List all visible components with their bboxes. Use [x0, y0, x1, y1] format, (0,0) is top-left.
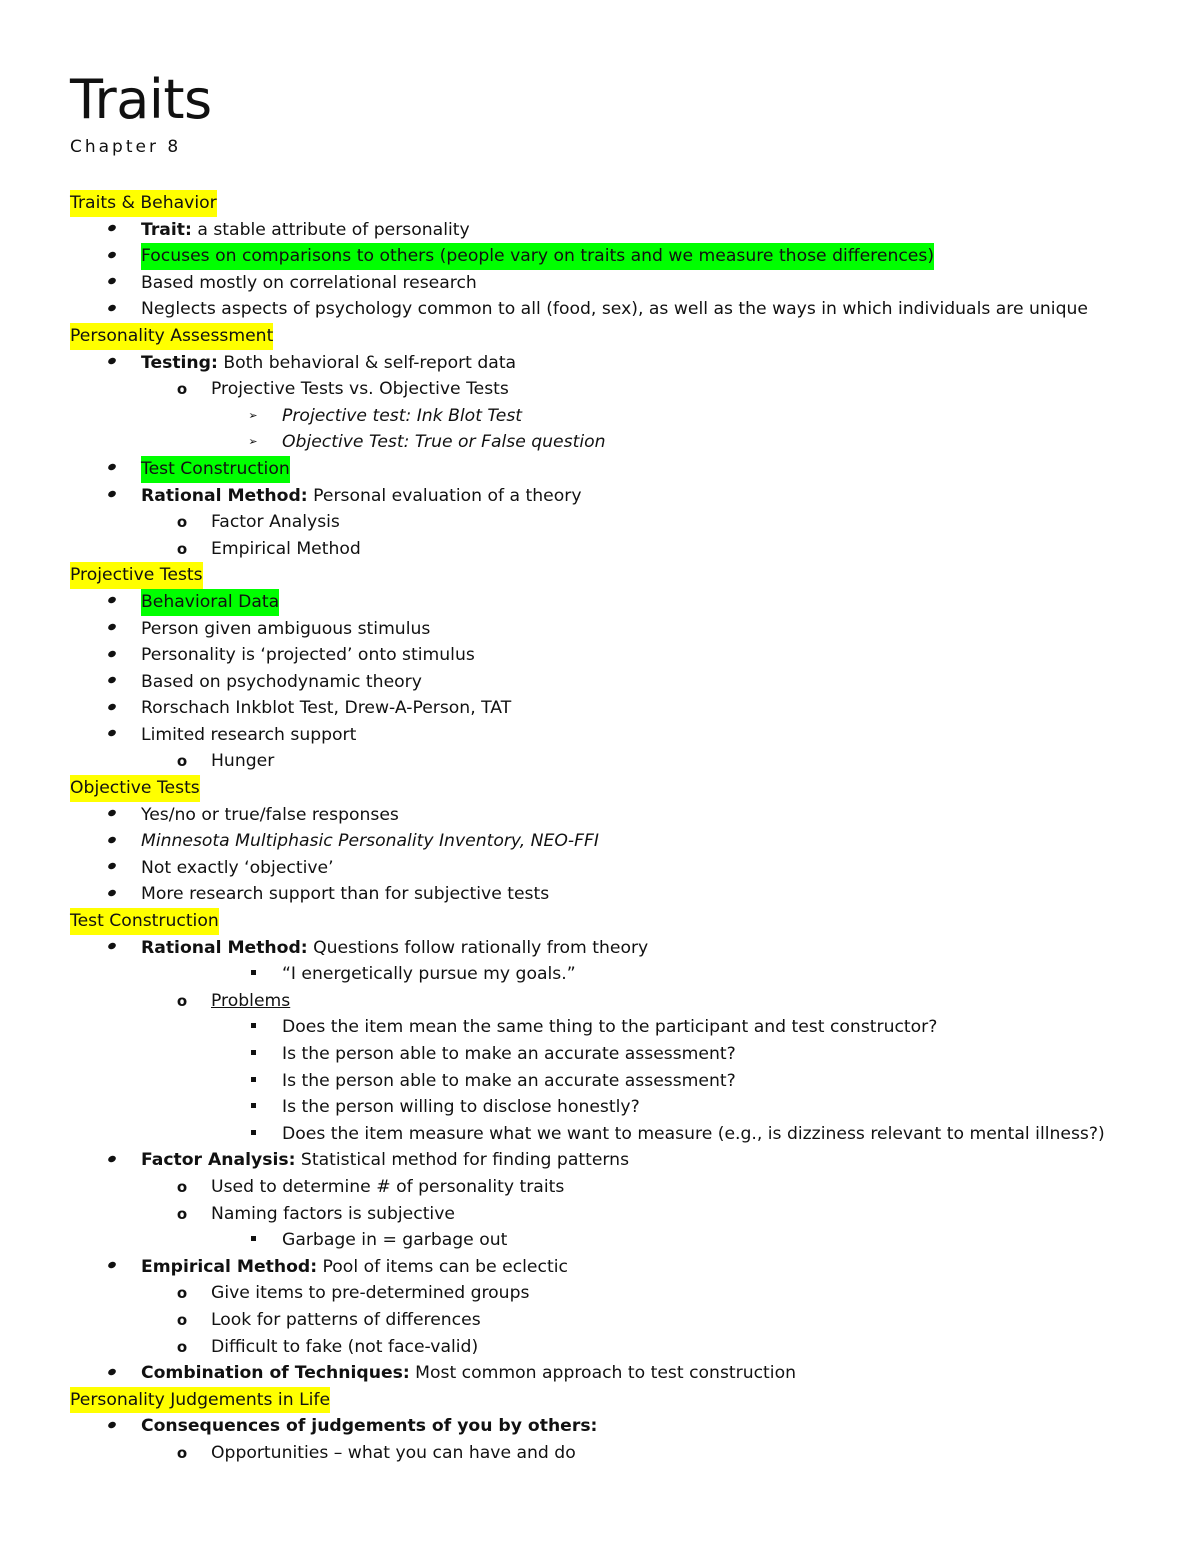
list-item-body: Not exactly ‘objective’ — [141, 857, 334, 878]
list-item-text — [141, 828, 599, 855]
list-item-text — [141, 1360, 796, 1387]
list-item — [70, 483, 1180, 510]
list-item-text — [282, 429, 606, 456]
section-heading — [70, 1387, 1180, 1414]
list-item-body: Garbage in = garbage out — [282, 1230, 508, 1251]
section-heading-text: Traits & Behavior — [70, 190, 217, 217]
list-item-body: “I energetically pursue my goals.” — [282, 964, 576, 985]
list-item — [70, 802, 1180, 829]
list-item-body: Personality is ‘projected’ onto stimulus — [141, 645, 475, 666]
list-item — [70, 1227, 1180, 1254]
list-item-body: Test Construction — [141, 458, 290, 479]
list-item — [70, 1201, 1180, 1228]
list-item-body: Is the person willing to disclose honestly? — [282, 1097, 640, 1118]
list-item-body: Behavioral Data — [141, 591, 280, 612]
list-item-body: Rorschach Inkblot Test, Drew-A-Person, TAT — [141, 698, 512, 719]
list-item-text — [141, 296, 1088, 323]
list-item-term: Trait: — [141, 219, 192, 240]
list-item-text — [282, 1227, 507, 1254]
list-item — [70, 642, 1180, 669]
list-item — [70, 881, 1180, 908]
list-item-text — [211, 376, 509, 403]
dot-bullet-icon — [105, 350, 119, 377]
list-item — [70, 1094, 1180, 1121]
list-item — [70, 536, 1180, 563]
list-item-body: Projective Tests vs. Objective Tests — [211, 379, 509, 400]
section-heading — [70, 323, 1180, 350]
list-item-term: Empirical Method: — [141, 1256, 318, 1277]
list-item — [70, 270, 1180, 297]
list-item-text — [141, 802, 399, 829]
list-item-term: Rational Method: — [141, 485, 308, 506]
list-item-body: Opportunities – what you can have and do — [211, 1442, 576, 1463]
circle-bullet-icon: o — [176, 380, 188, 399]
list-item-body: Problems — [211, 990, 291, 1011]
list-item — [70, 1174, 1180, 1201]
list-item-term: Combination of Techniques: — [141, 1363, 410, 1384]
list-item — [70, 296, 1180, 323]
list-item — [70, 429, 1180, 456]
list-item — [70, 350, 1180, 377]
list-item-text — [141, 855, 334, 882]
list-item-text — [211, 1334, 478, 1361]
dot-bullet-icon — [105, 855, 119, 882]
section-heading-text: Test Construction — [70, 908, 219, 935]
dot-bullet-icon — [105, 616, 119, 643]
list-item — [70, 1280, 1180, 1307]
list-item-text — [141, 1147, 629, 1174]
list-item — [70, 1334, 1180, 1361]
list-item-text — [141, 669, 422, 696]
list-item — [70, 589, 1180, 616]
notes-body — [70, 190, 1180, 1467]
list-item-body: Based mostly on correlational research — [141, 272, 477, 293]
list-item-body: Naming factors is subjective — [211, 1203, 455, 1224]
dot-bullet-icon — [105, 296, 119, 323]
document-page — [70, 68, 1180, 1463]
section-heading-text: Objective Tests — [70, 775, 200, 802]
list-item-body: Focuses on comparisons to others (people vary on traits and we measure those differences) — [141, 246, 935, 267]
section-heading — [70, 190, 1180, 217]
list-item — [70, 376, 1180, 403]
list-item-body: Is the person able to make an accurate assessment? — [282, 1070, 736, 1091]
list-item-body: Statistical method for finding patterns — [295, 1150, 630, 1171]
list-item-text — [211, 1440, 576, 1467]
dot-bullet-icon — [105, 695, 119, 722]
list-item-body: Give items to pre-determined groups — [211, 1283, 530, 1304]
list-item — [70, 1413, 1180, 1440]
list-item-body: Empirical Method — [211, 538, 361, 559]
dot-bullet-icon — [105, 828, 119, 855]
list-item-body: Projective test: Ink Blot Test — [282, 405, 523, 426]
list-item — [70, 509, 1180, 536]
list-item-text — [141, 642, 475, 669]
list-item-body: Both behavioral & self-report data — [217, 352, 517, 373]
dot-bullet-icon — [105, 1254, 119, 1281]
square-bullet-icon — [246, 1094, 260, 1121]
list-item-text — [282, 1121, 1105, 1148]
list-item-text — [141, 616, 430, 643]
circle-bullet-icon: o — [176, 1284, 188, 1303]
list-item-text — [141, 722, 356, 749]
list-item — [70, 828, 1180, 855]
list-item-body: Questions follow rationally from theory — [307, 937, 649, 958]
square-bullet-icon — [246, 1121, 260, 1148]
list-item-text — [141, 217, 470, 244]
section-heading — [70, 908, 1180, 935]
list-item-text — [141, 695, 511, 722]
dot-bullet-icon — [105, 881, 119, 908]
dot-bullet-icon — [105, 1360, 119, 1387]
list-item-body: Objective Test: True or False question — [282, 432, 606, 453]
list-item-text — [282, 961, 576, 988]
list-item — [70, 1147, 1180, 1174]
list-item-body: Minnesota Multiphasic Personality Inventory, NEO-FFI — [141, 831, 599, 852]
list-item-text — [141, 350, 516, 377]
list-item-text — [211, 1201, 455, 1228]
list-item-text — [282, 1041, 736, 1068]
circle-bullet-icon: o — [176, 1204, 188, 1223]
circle-bullet-icon: o — [176, 539, 188, 558]
list-item — [70, 1121, 1180, 1148]
arrow-bullet-icon: ➢ — [248, 435, 258, 449]
list-item-text — [141, 270, 477, 297]
list-item-body: Is the person able to make an accurate assessment? — [282, 1044, 736, 1064]
square-bullet-icon — [246, 1068, 260, 1095]
list-item — [70, 695, 1180, 722]
list-item-body: Hunger — [211, 751, 275, 772]
list-item — [70, 1068, 1180, 1095]
square-bullet-icon — [246, 1014, 260, 1041]
list-item-body: Does the item measure what we want to measure (e.g., is dizziness relevant to mental illness?) — [282, 1123, 1105, 1144]
list-item-text — [282, 1068, 736, 1095]
list-item — [70, 988, 1180, 1015]
circle-bullet-icon: o — [176, 513, 188, 532]
list-item — [70, 1254, 1180, 1281]
list-item — [70, 961, 1180, 988]
list-item-text — [282, 1014, 937, 1041]
list-item — [70, 403, 1180, 430]
list-item-text — [141, 881, 549, 908]
list-item — [70, 1307, 1180, 1334]
dot-bullet-icon — [105, 270, 119, 297]
list-item-body: Personal evaluation of a theory — [307, 485, 582, 506]
list-item — [70, 217, 1180, 244]
square-bullet-icon — [246, 1227, 260, 1254]
list-item — [70, 1360, 1180, 1387]
dot-bullet-icon — [105, 217, 119, 244]
dot-bullet-icon — [105, 1147, 119, 1174]
list-item-body: Does the item mean the same thing to the participant and test constructor? — [282, 1017, 938, 1038]
section-heading-text: Personality Judgements in Life — [70, 1387, 330, 1414]
list-item — [70, 935, 1180, 962]
dot-bullet-icon — [105, 483, 119, 510]
arrow-bullet-icon: ➢ — [248, 408, 258, 422]
list-item-body: Limited research support — [141, 724, 357, 745]
dot-bullet-icon — [105, 589, 119, 616]
list-item-body: Look for patterns of differences — [211, 1309, 481, 1330]
dot-bullet-icon — [105, 642, 119, 669]
section-heading — [70, 775, 1180, 802]
list-item-body: a stable attribute of personality — [191, 219, 470, 240]
list-item-text — [211, 988, 290, 1015]
list-item-body: Pool of items can be eclectic — [317, 1256, 568, 1277]
list-item-text — [141, 589, 279, 616]
section-heading-text: Projective Tests — [70, 562, 203, 589]
list-item-text — [211, 536, 361, 563]
list-item-term: Rational Method: — [141, 937, 308, 958]
list-item-text — [211, 1307, 481, 1334]
list-item-text — [141, 935, 648, 962]
list-item-text — [211, 748, 274, 775]
list-item-text — [141, 1254, 568, 1281]
list-item-text — [282, 1094, 640, 1121]
section-heading — [70, 562, 1180, 589]
list-item — [70, 1041, 1180, 1068]
list-item-body: Used to determine # of personality traits — [211, 1176, 565, 1197]
list-item — [70, 243, 1180, 270]
list-item-text — [211, 1174, 564, 1201]
section-heading-text: Personality Assessment — [70, 323, 273, 350]
page-subtitle: Chapter 8 — [70, 137, 182, 157]
list-item-text — [141, 483, 582, 510]
list-item-text — [282, 403, 522, 430]
list-item-body: Difficult to fake (not face-valid) — [211, 1336, 479, 1357]
list-item-text — [211, 509, 340, 536]
dot-bullet-icon — [105, 1413, 119, 1440]
list-item — [70, 669, 1180, 696]
list-item-term: Factor Analysis: — [141, 1150, 296, 1171]
list-item-body: Most common approach to test construction — [409, 1363, 796, 1384]
list-item-term: Consequences of judgements of you by others: — [141, 1416, 598, 1437]
list-item — [70, 722, 1180, 749]
dot-bullet-icon — [105, 669, 119, 696]
list-item-text — [211, 1280, 529, 1307]
list-item-text — [141, 456, 290, 483]
list-item-body: Neglects aspects of psychology common to all (food, sex), as well as the ways in which individuals are unique — [141, 299, 1088, 320]
dot-bullet-icon — [105, 722, 119, 749]
list-item-body: Based on psychodynamic theory — [141, 671, 422, 692]
circle-bullet-icon: o — [176, 752, 188, 771]
list-item — [70, 1014, 1180, 1041]
list-item-term: Testing: — [141, 352, 218, 373]
list-item-body: Yes/no or true/false responses — [141, 804, 399, 825]
square-bullet-icon — [246, 961, 260, 988]
list-item — [70, 1440, 1180, 1467]
list-item — [70, 616, 1180, 643]
list-item-text — [141, 1413, 597, 1440]
list-item-body: More research support than for subjective tests — [141, 884, 550, 905]
circle-bullet-icon: o — [176, 1177, 188, 1196]
dot-bullet-icon — [105, 935, 119, 962]
dot-bullet-icon — [105, 243, 119, 270]
circle-bullet-icon: o — [176, 1337, 188, 1356]
list-item — [70, 456, 1180, 483]
list-item-body: Factor Analysis — [211, 512, 340, 533]
circle-bullet-icon: o — [176, 1443, 188, 1462]
page-title: Traits — [70, 68, 212, 131]
circle-bullet-icon: o — [176, 1310, 188, 1329]
dot-bullet-icon — [105, 802, 119, 829]
square-bullet-icon — [246, 1041, 260, 1068]
list-item-body: Person given ambiguous stimulus — [141, 618, 431, 639]
dot-bullet-icon — [105, 456, 119, 483]
list-item — [70, 855, 1180, 882]
list-item-text — [141, 243, 934, 270]
list-item — [70, 748, 1180, 775]
circle-bullet-icon: o — [176, 991, 188, 1010]
